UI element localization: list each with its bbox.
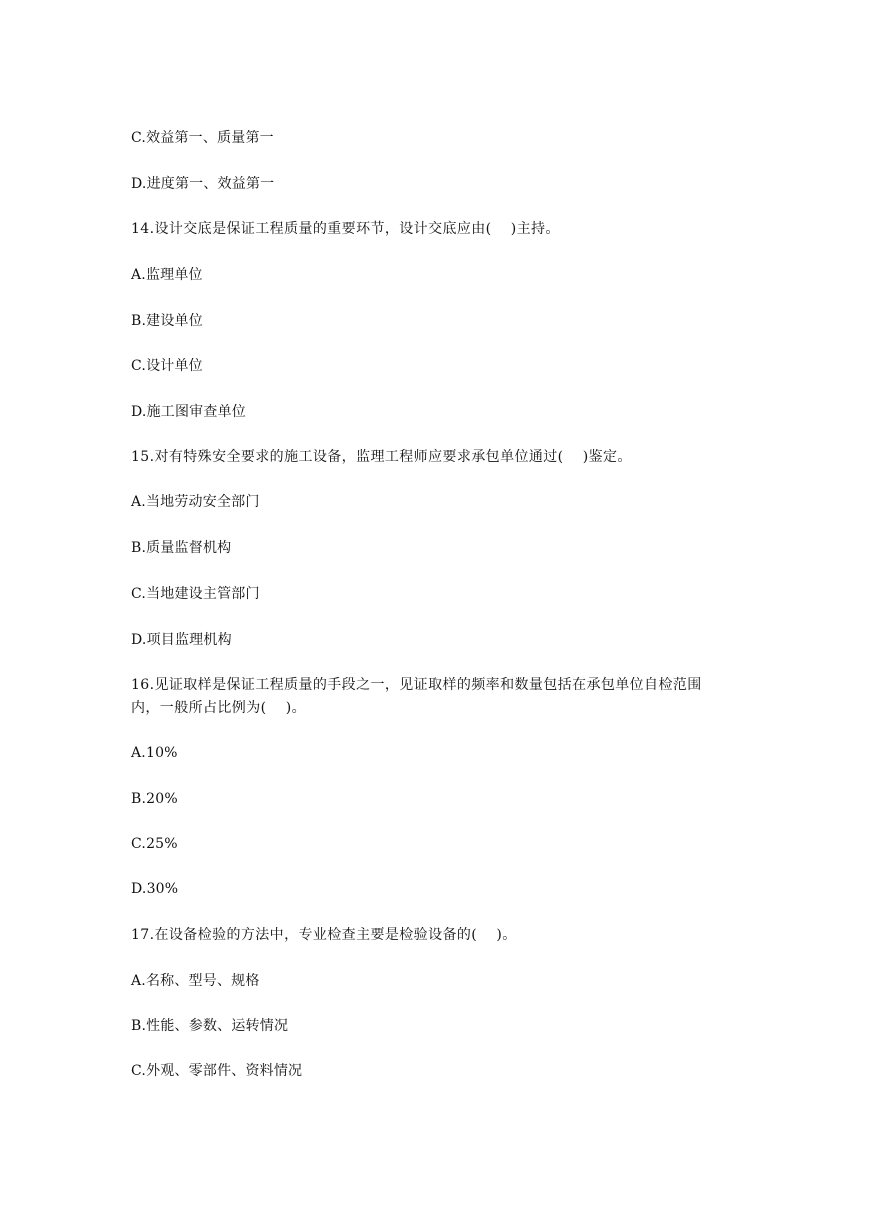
question-15: 15.对有特殊安全要求的施工设备，监理工程师应要求承包单位通过( )鉴定。: [131, 449, 632, 465]
question-17: 17.在设备检验的方法中，专业检查主要是检验设备的( )。: [131, 927, 517, 943]
option-b-q15: B.质量监督机构: [131, 540, 232, 556]
option-a-q16: A.10%: [131, 745, 178, 761]
question-14: 14.设计交底是保证工程质量的重要环节，设计交底应由( )主持。: [131, 221, 560, 237]
option-d-q16: D.30%: [131, 881, 179, 897]
option-d-q14: D.施工图审查单位: [131, 404, 246, 420]
option-d-q15: D.项目监理机构: [131, 632, 232, 648]
option-c-q14: C.设计单位: [131, 358, 203, 374]
option-b-q17: B.性能、参数、运转情况: [131, 1018, 289, 1034]
option-c-q16: C.25%: [131, 836, 178, 852]
option-c-q15: C.当地建设主管部门: [131, 586, 260, 602]
option-d-q13: D.进度第一、效益第一: [131, 176, 275, 192]
option-b-q16: B.20%: [131, 791, 178, 807]
question-16-line-1: 16.见证取样是保证工程质量的手段之一，见证取样的频率和数量包括在承包单位自检范围: [131, 677, 702, 693]
option-b-q14: B.建设单位: [131, 313, 203, 329]
question-16-line-2: 内，一般所占比例为( )。: [131, 700, 306, 716]
option-a-q14: A.监理单位: [131, 267, 203, 283]
option-c-q17: C.外观、零部件、资料情况: [131, 1063, 303, 1079]
option-a-q15: A.当地劳动安全部门: [131, 494, 260, 510]
option-a-q17: A.名称、型号、规格: [131, 973, 260, 989]
option-c-q13: C.效益第一、质量第一: [131, 130, 274, 146]
